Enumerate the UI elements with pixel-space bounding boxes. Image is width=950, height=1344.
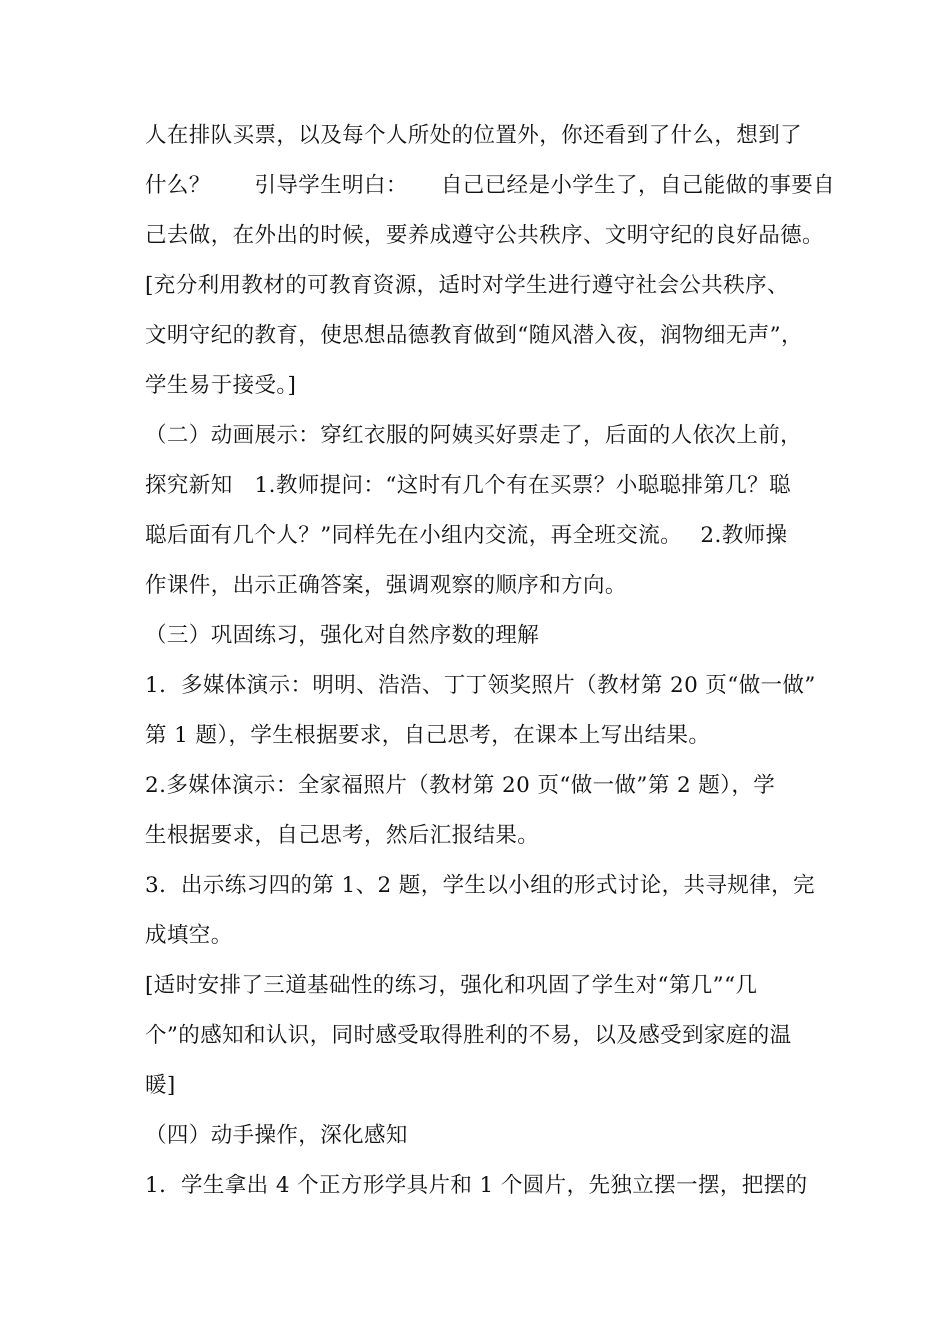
text-line: [充分利用教材的可教育资源，适时对学生进行遵守社会公共秩序、 (145, 273, 789, 298)
text-line: 成填空。 (145, 923, 233, 948)
text-line: 聪后面有几个人？”同样先在小组内交流，再全班交流。 2.教师操 (145, 523, 788, 548)
text-line: 2.多媒体演示：全家福照片（教材第 20 页“做一做”第 2 题），学 (145, 773, 776, 798)
text-line: 作课件，出示正确答案，强调观察的顺序和方向。 (145, 573, 627, 598)
text-line: （二）动画展示：穿红衣服的阿姨买好票走了，后面的人依次上前， (145, 423, 803, 448)
text-line: 探究新知 1.教师提问：“这时有几个有在买票？小聪聪排第几？聪 (145, 473, 791, 498)
text-line: 暖] (145, 1073, 176, 1098)
text-line: 人在排队买票，以及每个人所处的位置外，你还看到了什么，想到了 (145, 123, 803, 148)
text-line: 第 1 题），学生根据要求，自己思考，在课本上写出结果。 (145, 723, 711, 748)
text-line: 己去做，在外出的时候，要养成遵守公共秩序、文明守纪的良好品德。 (145, 223, 824, 248)
text-line: 学生易于接受。] (145, 373, 297, 398)
text-line: 生根据要求，自己思考，然后汇报结果。 (145, 823, 540, 848)
text-line: 3．出示练习四的第 1、2 题，学生以小组的形式讨论，共寻规律，完 (145, 873, 815, 898)
text-line: 1．多媒体演示：明明、浩浩、丁丁领奖照片（教材第 20 页“做一做” (145, 673, 816, 698)
text-line: 文明守纪的教育，使思想品德教育做到“随风潜入夜，润物细无声”， (145, 323, 803, 348)
text-line: 什么？ 引导学生明白： 自己已经是小学生了，自己能做的事要自 (145, 173, 836, 198)
section-heading: （四）动手操作，深化感知 (145, 1123, 408, 1148)
text-line: 1．学生拿出 4 个正方形学具片和 1 个圆片，先独立摆一摆，把摆的 (145, 1173, 808, 1198)
text-line: [适时安排了三道基础性的练习，强化和巩固了学生对“第几”“几 (145, 973, 758, 998)
section-heading: （三）巩固练习，强化对自然序数的理解 (145, 623, 540, 648)
text-line: 个”的感知和认识，同时感受取得胜利的不易，以及感受到家庭的温 (145, 1023, 792, 1048)
